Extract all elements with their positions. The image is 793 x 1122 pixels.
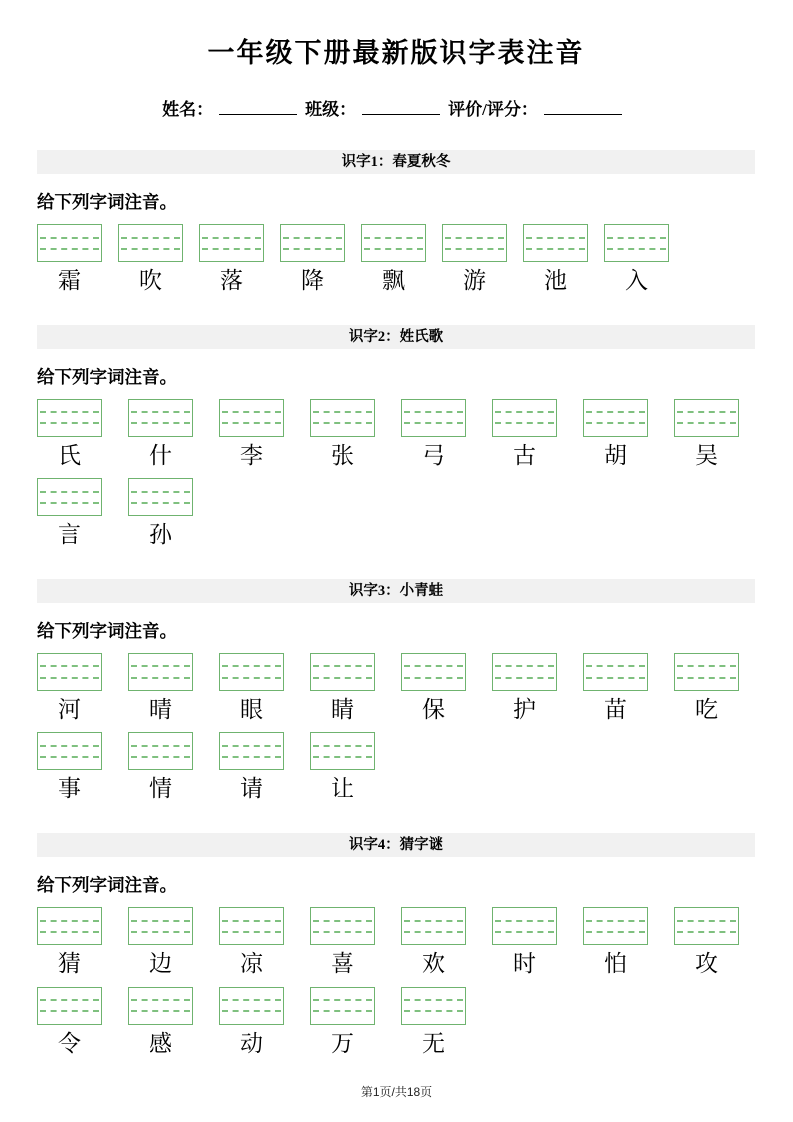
pinyin-guide-line xyxy=(404,999,463,1001)
pinyin-cell xyxy=(310,732,375,803)
worksheet-section xyxy=(37,833,755,1057)
pinyin-guide-line xyxy=(131,665,190,667)
pinyin-writing-box xyxy=(604,224,669,262)
hanzi-character: 苗 xyxy=(604,696,627,722)
hanzi-character: 眼 xyxy=(240,696,263,722)
pinyin-writing-box xyxy=(219,907,284,945)
pinyin-cell xyxy=(37,478,102,549)
hanzi-character: 什 xyxy=(149,442,172,468)
pinyin-guide-line xyxy=(283,248,342,250)
hanzi-character: 吃 xyxy=(695,696,718,722)
pinyin-cell xyxy=(583,653,648,724)
pinyin-cell xyxy=(401,399,466,470)
pinyin-cell xyxy=(674,653,739,724)
hanzi-character: 河 xyxy=(58,696,81,722)
pinyin-guide-line xyxy=(131,677,190,679)
score-label: 评价/评分： xyxy=(448,100,538,120)
pinyin-writing-box xyxy=(219,732,284,770)
pinyin-writing-box xyxy=(310,907,375,945)
hanzi-character: 入 xyxy=(625,268,648,294)
pinyin-cell xyxy=(37,732,102,803)
pinyin-guide-line xyxy=(222,756,281,758)
pinyin-guide-line xyxy=(222,931,281,933)
hanzi-character: 李 xyxy=(240,442,263,468)
pinyin-guide-line xyxy=(445,248,504,250)
pinyin-guide-line xyxy=(364,237,423,239)
character-row xyxy=(37,224,755,295)
pinyin-guide-line xyxy=(222,665,281,667)
pinyin-guide-line xyxy=(131,502,190,504)
pinyin-writing-box xyxy=(118,224,183,262)
pinyin-guide-line xyxy=(313,1010,372,1012)
pinyin-guide-line xyxy=(40,756,99,758)
pinyin-cell xyxy=(674,907,739,978)
worksheet-section xyxy=(37,579,755,803)
pinyin-writing-box xyxy=(310,399,375,437)
section-header: 识字1：春夏秋冬 xyxy=(37,150,755,174)
pinyin-guide-line xyxy=(586,665,645,667)
pinyin-guide-line xyxy=(404,422,463,424)
pinyin-cell xyxy=(37,987,102,1058)
pinyin-writing-box xyxy=(492,907,557,945)
hanzi-character: 弓 xyxy=(422,442,445,468)
pinyin-guide-line xyxy=(313,411,372,413)
pinyin-guide-line xyxy=(40,920,99,922)
pinyin-guide-line xyxy=(313,999,372,1001)
pinyin-guide-line xyxy=(40,237,99,239)
pinyin-guide-line xyxy=(202,237,261,239)
hanzi-character: 氏 xyxy=(58,442,81,468)
pinyin-writing-box xyxy=(219,653,284,691)
section-header: 识字4：猜字谜 xyxy=(37,833,755,857)
pinyin-guide-line xyxy=(313,422,372,424)
pinyin-cell xyxy=(523,224,588,295)
pinyin-guide-line xyxy=(526,248,585,250)
pinyin-guide-line xyxy=(202,248,261,250)
pinyin-cell xyxy=(604,224,669,295)
character-row xyxy=(37,653,755,724)
sections xyxy=(37,150,755,1057)
pinyin-writing-box xyxy=(37,653,102,691)
pinyin-writing-box xyxy=(310,987,375,1025)
pinyin-cell xyxy=(310,653,375,724)
pinyin-writing-box xyxy=(128,732,193,770)
pinyin-writing-box xyxy=(37,478,102,516)
pinyin-guide-line xyxy=(404,411,463,413)
pinyin-writing-box xyxy=(583,399,648,437)
pinyin-guide-line xyxy=(40,248,99,250)
pinyin-guide-line xyxy=(586,411,645,413)
pinyin-guide-line xyxy=(313,677,372,679)
pinyin-writing-box xyxy=(37,987,102,1025)
pinyin-cell xyxy=(128,653,193,724)
hanzi-character: 令 xyxy=(58,1030,81,1056)
pinyin-cell xyxy=(219,399,284,470)
pinyin-guide-line xyxy=(313,931,372,933)
pinyin-writing-box xyxy=(280,224,345,262)
pinyin-writing-box xyxy=(128,653,193,691)
pinyin-writing-box xyxy=(37,224,102,262)
hanzi-character: 言 xyxy=(58,522,81,548)
score-blank-line xyxy=(544,100,622,115)
pinyin-cell xyxy=(492,399,557,470)
pinyin-guide-line xyxy=(222,411,281,413)
pinyin-guide-line xyxy=(495,665,554,667)
pinyin-guide-line xyxy=(222,920,281,922)
pinyin-writing-box xyxy=(37,732,102,770)
pinyin-writing-box xyxy=(128,478,193,516)
hanzi-character: 孙 xyxy=(149,522,172,548)
pinyin-guide-line xyxy=(677,422,736,424)
pinyin-writing-box xyxy=(583,653,648,691)
hanzi-character: 无 xyxy=(422,1030,445,1056)
character-row xyxy=(37,732,755,803)
pinyin-guide-line xyxy=(40,491,99,493)
hanzi-character: 怕 xyxy=(604,951,627,977)
hanzi-character: 落 xyxy=(220,268,243,294)
pinyin-guide-line xyxy=(677,931,736,933)
pinyin-guide-line xyxy=(121,248,180,250)
class-blank-line xyxy=(362,100,440,115)
pinyin-writing-box xyxy=(674,399,739,437)
hanzi-character: 吹 xyxy=(139,268,162,294)
pinyin-cell xyxy=(583,399,648,470)
pinyin-writing-box xyxy=(310,732,375,770)
pinyin-guide-line xyxy=(40,931,99,933)
page-number: 第1页/共18页 xyxy=(360,1085,433,1099)
pinyin-guide-line xyxy=(364,248,423,250)
pinyin-guide-line xyxy=(222,1010,281,1012)
pinyin-writing-box xyxy=(492,653,557,691)
hanzi-character: 保 xyxy=(422,696,445,722)
hanzi-character: 胡 xyxy=(604,442,627,468)
pinyin-writing-box xyxy=(674,907,739,945)
hanzi-character: 霜 xyxy=(58,268,81,294)
pinyin-guide-line xyxy=(313,920,372,922)
pinyin-cell xyxy=(219,907,284,978)
pinyin-guide-line xyxy=(222,422,281,424)
hanzi-character: 请 xyxy=(240,776,263,802)
hanzi-character: 边 xyxy=(149,951,172,977)
pinyin-writing-box xyxy=(492,399,557,437)
pinyin-writing-box xyxy=(219,987,284,1025)
hanzi-character: 感 xyxy=(149,1030,172,1056)
hanzi-character: 飘 xyxy=(382,268,405,294)
pinyin-cell xyxy=(199,224,264,295)
hanzi-character: 事 xyxy=(58,776,81,802)
pinyin-guide-line xyxy=(283,237,342,239)
pinyin-cell xyxy=(219,732,284,803)
pinyin-cell xyxy=(128,478,193,549)
pinyin-guide-line xyxy=(40,502,99,504)
pinyin-writing-box xyxy=(523,224,588,262)
pinyin-guide-line xyxy=(131,422,190,424)
pinyin-guide-line xyxy=(40,999,99,1001)
pinyin-cell xyxy=(128,399,193,470)
pinyin-guide-line xyxy=(121,237,180,239)
character-row xyxy=(37,987,755,1058)
pinyin-guide-line xyxy=(495,931,554,933)
pinyin-guide-line xyxy=(495,411,554,413)
hanzi-character: 降 xyxy=(301,268,324,294)
name-label: 姓名： xyxy=(162,100,214,120)
worksheet-section xyxy=(37,325,755,549)
pinyin-guide-line xyxy=(40,677,99,679)
pinyin-guide-line xyxy=(495,920,554,922)
pinyin-guide-line xyxy=(131,931,190,933)
pinyin-cell xyxy=(674,399,739,470)
pinyin-writing-box xyxy=(674,653,739,691)
hanzi-character: 古 xyxy=(513,442,536,468)
pinyin-guide-line xyxy=(131,491,190,493)
pinyin-cell xyxy=(401,653,466,724)
worksheet-section xyxy=(37,150,755,295)
pinyin-guide-line xyxy=(40,411,99,413)
pinyin-guide-line xyxy=(131,920,190,922)
pinyin-guide-line xyxy=(222,677,281,679)
hanzi-character: 欢 xyxy=(422,951,445,977)
pinyin-cell xyxy=(280,224,345,295)
pinyin-cell xyxy=(37,224,102,295)
pinyin-guide-line xyxy=(677,677,736,679)
pinyin-writing-box xyxy=(442,224,507,262)
pinyin-guide-line xyxy=(40,665,99,667)
pinyin-writing-box xyxy=(219,399,284,437)
pinyin-writing-box xyxy=(128,987,193,1025)
hanzi-character: 护 xyxy=(513,696,536,722)
pinyin-guide-line xyxy=(607,248,666,250)
pinyin-guide-line xyxy=(445,237,504,239)
hanzi-character: 让 xyxy=(331,776,354,802)
pinyin-cell xyxy=(118,224,183,295)
pinyin-guide-line xyxy=(222,999,281,1001)
instruction-text: 给下列字词注音。 xyxy=(37,366,177,387)
pinyin-cell xyxy=(37,907,102,978)
pinyin-guide-line xyxy=(607,237,666,239)
name-blank-line xyxy=(219,100,297,115)
pinyin-writing-box xyxy=(128,907,193,945)
pinyin-guide-line xyxy=(131,1010,190,1012)
pinyin-cell xyxy=(401,907,466,978)
pinyin-writing-box xyxy=(37,399,102,437)
pinyin-cell xyxy=(583,907,648,978)
hanzi-character: 吴 xyxy=(695,442,718,468)
pinyin-guide-line xyxy=(40,1010,99,1012)
pinyin-guide-line xyxy=(404,677,463,679)
pinyin-cell xyxy=(128,987,193,1058)
pinyin-cell xyxy=(128,732,193,803)
pinyin-guide-line xyxy=(586,677,645,679)
pinyin-guide-line xyxy=(131,756,190,758)
pinyin-guide-line xyxy=(313,756,372,758)
hanzi-character: 游 xyxy=(463,268,486,294)
section-header: 识字2：姓氏歌 xyxy=(37,325,755,349)
pinyin-writing-box xyxy=(128,399,193,437)
name-line xyxy=(37,95,755,120)
pinyin-guide-line xyxy=(131,999,190,1001)
pinyin-guide-line xyxy=(404,931,463,933)
pinyin-guide-line xyxy=(40,745,99,747)
pinyin-cell xyxy=(128,907,193,978)
pinyin-guide-line xyxy=(586,422,645,424)
pinyin-guide-line xyxy=(677,665,736,667)
character-row xyxy=(37,907,755,978)
pinyin-writing-box xyxy=(401,907,466,945)
pinyin-cell xyxy=(361,224,426,295)
instruction-text: 给下列字词注音。 xyxy=(37,875,177,896)
pinyin-guide-line xyxy=(40,422,99,424)
pinyin-guide-line xyxy=(313,665,372,667)
hanzi-character: 睛 xyxy=(331,696,354,722)
pinyin-guide-line xyxy=(313,745,372,747)
hanzi-character: 情 xyxy=(149,776,172,802)
pinyin-writing-box xyxy=(401,653,466,691)
pinyin-cell xyxy=(492,907,557,978)
pinyin-guide-line xyxy=(404,665,463,667)
pinyin-guide-line xyxy=(404,920,463,922)
hanzi-character: 万 xyxy=(331,1030,354,1056)
pinyin-cell xyxy=(219,653,284,724)
pinyin-guide-line xyxy=(404,1010,463,1012)
pinyin-cell xyxy=(310,907,375,978)
pinyin-guide-line xyxy=(222,745,281,747)
section-header: 识字3：小青蛙 xyxy=(37,579,755,603)
hanzi-character: 晴 xyxy=(149,696,172,722)
pinyin-guide-line xyxy=(131,745,190,747)
pinyin-writing-box xyxy=(37,907,102,945)
class-label: 班级： xyxy=(305,100,357,120)
pinyin-cell xyxy=(310,987,375,1058)
instruction-text: 给下列字词注音。 xyxy=(37,192,177,213)
pinyin-cell xyxy=(310,399,375,470)
hanzi-character: 喜 xyxy=(331,951,354,977)
hanzi-character: 时 xyxy=(513,951,536,977)
pinyin-cell xyxy=(37,653,102,724)
character-row xyxy=(37,399,755,470)
pinyin-guide-line xyxy=(586,931,645,933)
pinyin-writing-box xyxy=(401,987,466,1025)
hanzi-character: 池 xyxy=(544,268,567,294)
pinyin-writing-box xyxy=(583,907,648,945)
pinyin-cell xyxy=(401,987,466,1058)
pinyin-guide-line xyxy=(495,422,554,424)
hanzi-character: 动 xyxy=(240,1030,263,1056)
pinyin-guide-line xyxy=(526,237,585,239)
pinyin-writing-box xyxy=(401,399,466,437)
page-title: 一年级下册最新版识字表注音 xyxy=(207,38,585,68)
hanzi-character: 凉 xyxy=(240,951,263,977)
pinyin-cell xyxy=(37,399,102,470)
pinyin-writing-box xyxy=(310,653,375,691)
pinyin-guide-line xyxy=(677,411,736,413)
pinyin-cell xyxy=(492,653,557,724)
pinyin-writing-box xyxy=(199,224,264,262)
pinyin-cell xyxy=(219,987,284,1058)
pinyin-guide-line xyxy=(586,920,645,922)
instruction-text: 给下列字词注音。 xyxy=(37,620,177,641)
pinyin-cell xyxy=(442,224,507,295)
hanzi-character: 张 xyxy=(331,442,354,468)
pinyin-guide-line xyxy=(677,920,736,922)
hanzi-character: 攻 xyxy=(695,951,718,977)
hanzi-character: 猜 xyxy=(58,951,81,977)
pinyin-guide-line xyxy=(131,411,190,413)
character-row xyxy=(37,478,755,549)
pinyin-writing-box xyxy=(361,224,426,262)
pinyin-guide-line xyxy=(495,677,554,679)
